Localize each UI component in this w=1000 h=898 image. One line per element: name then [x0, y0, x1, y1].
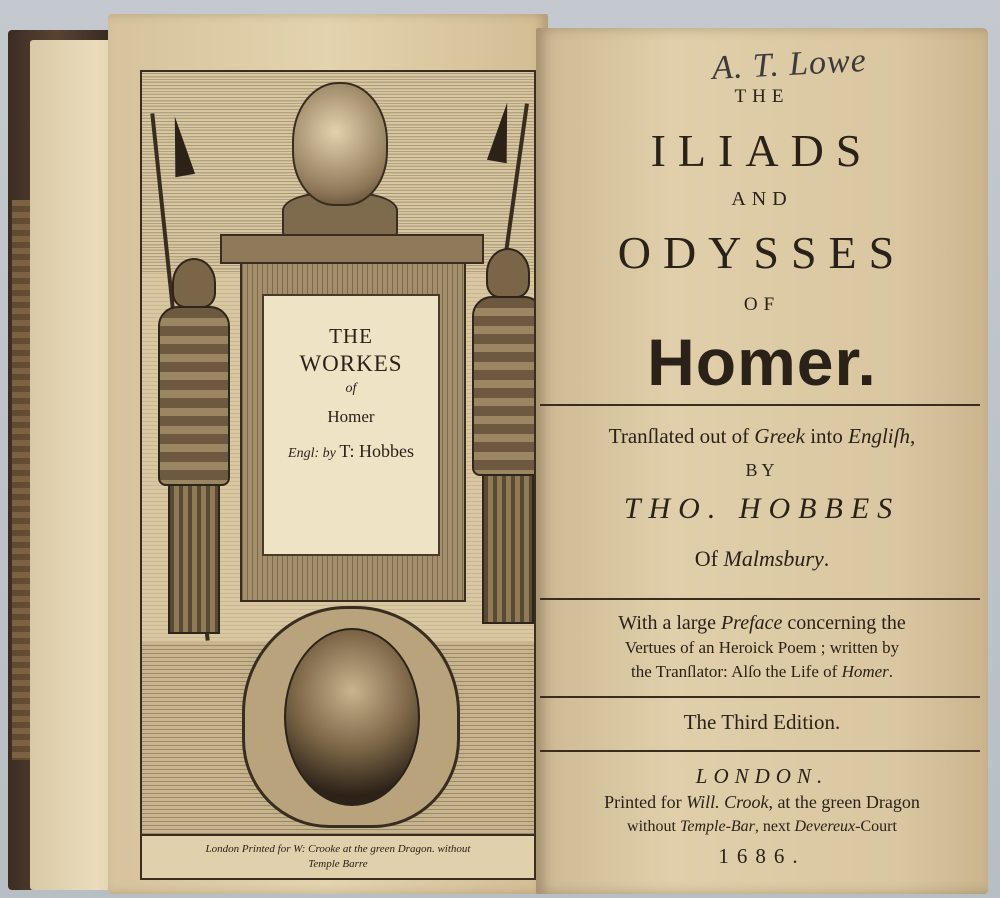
hobbes-portrait-icon	[284, 628, 420, 806]
year-line: 1686.	[718, 844, 806, 868]
city-line: LONDON.	[695, 764, 829, 788]
translated-pre: Tranſlated out of	[608, 424, 755, 448]
translated-mid: into	[804, 424, 849, 448]
author-place-name: Malmsbury	[723, 546, 824, 571]
right-soldier-helmet	[486, 248, 530, 298]
printer-l2-pre: without	[627, 818, 680, 835]
printer-l2-italic: Temple-Bar	[679, 818, 755, 835]
frontispiece-imprint	[142, 834, 534, 878]
preface-line-1	[536, 612, 988, 635]
translated-line	[536, 424, 988, 449]
title-homer: Homer.	[647, 325, 877, 399]
imprint-line-2: Temple Barre	[308, 858, 368, 870]
printer-line-2	[536, 818, 988, 836]
title-and: AND	[731, 188, 793, 210]
preface-l1-pre: With a large	[618, 612, 721, 634]
preface-l3-italic: Homer	[841, 662, 889, 681]
imprint-line-1: London Printed for W: Crooke at the green Dragon. without	[205, 843, 471, 855]
title-rule-2	[540, 598, 980, 600]
preface-l3-post: .	[888, 662, 894, 681]
homer-bust-icon	[292, 82, 388, 206]
title-rule-4	[540, 750, 980, 752]
printer-l2-italic2: Devereux	[794, 818, 856, 835]
left-soldier-legs	[168, 484, 220, 634]
right-soldier-figure	[460, 248, 536, 648]
left-soldier-figure	[146, 258, 242, 658]
printer-line-1	[536, 792, 988, 813]
author-name: THO. HOBBES	[623, 492, 901, 525]
printer-l1-pre: Printed for	[604, 792, 687, 812]
title-rule-1	[540, 404, 980, 406]
printer-l2-mid: , next	[754, 818, 795, 835]
author-place	[536, 546, 988, 572]
author-place-post: .	[823, 546, 830, 571]
plaque-hobbes: T: Hobbes	[339, 441, 414, 461]
translated-greek: Greek	[754, 424, 805, 448]
author-place-pre: Of	[694, 546, 724, 571]
pedestal-cap	[220, 234, 484, 264]
preface-l1-post: concerning the	[782, 612, 906, 634]
right-soldier-armor	[472, 296, 536, 476]
by-line: BY	[745, 460, 779, 480]
left-soldier-armor	[158, 306, 230, 486]
frontispiece-engraving	[140, 70, 536, 880]
printer-l2-post: -Court	[855, 818, 897, 835]
title-the: THE	[734, 86, 790, 107]
left-soldier-helmet	[172, 258, 216, 308]
plaque-engl-by: Engl: by	[288, 446, 336, 461]
plaque-line-of: of	[345, 381, 357, 396]
translated-english: Engliſh	[848, 424, 910, 448]
title-page	[536, 28, 988, 894]
right-soldier-legs	[482, 474, 534, 624]
plaque-line-the: THE	[329, 324, 373, 348]
printer-l1-post: , at the green Dragon	[768, 792, 920, 812]
edition-line: The Third Edition.	[683, 710, 841, 734]
plaque-line-homer: Homer	[327, 407, 375, 426]
handwritten-signature: A. T. Lowe	[711, 41, 868, 88]
plaque-line-translator	[264, 441, 438, 462]
preface-line-3	[536, 662, 988, 682]
preface-l3-pre: the Tranſlator: Alſo the Life of	[630, 662, 842, 681]
translated-post: ,	[909, 424, 916, 448]
plaque-line-workes: WORKES	[299, 351, 403, 376]
preface-l1-italic: Preface	[720, 612, 783, 634]
title-odysses: ODYSSES	[617, 227, 907, 278]
printer-l1-italic: Will. Crook	[686, 792, 769, 812]
title-rule-3	[540, 696, 980, 698]
preface-line-2: Vertues of an Heroick Poem ; written by	[624, 638, 900, 657]
frontispiece-plaque	[262, 294, 440, 556]
title-iliads: ILIADS	[650, 125, 874, 176]
title-of: OF	[743, 294, 781, 315]
